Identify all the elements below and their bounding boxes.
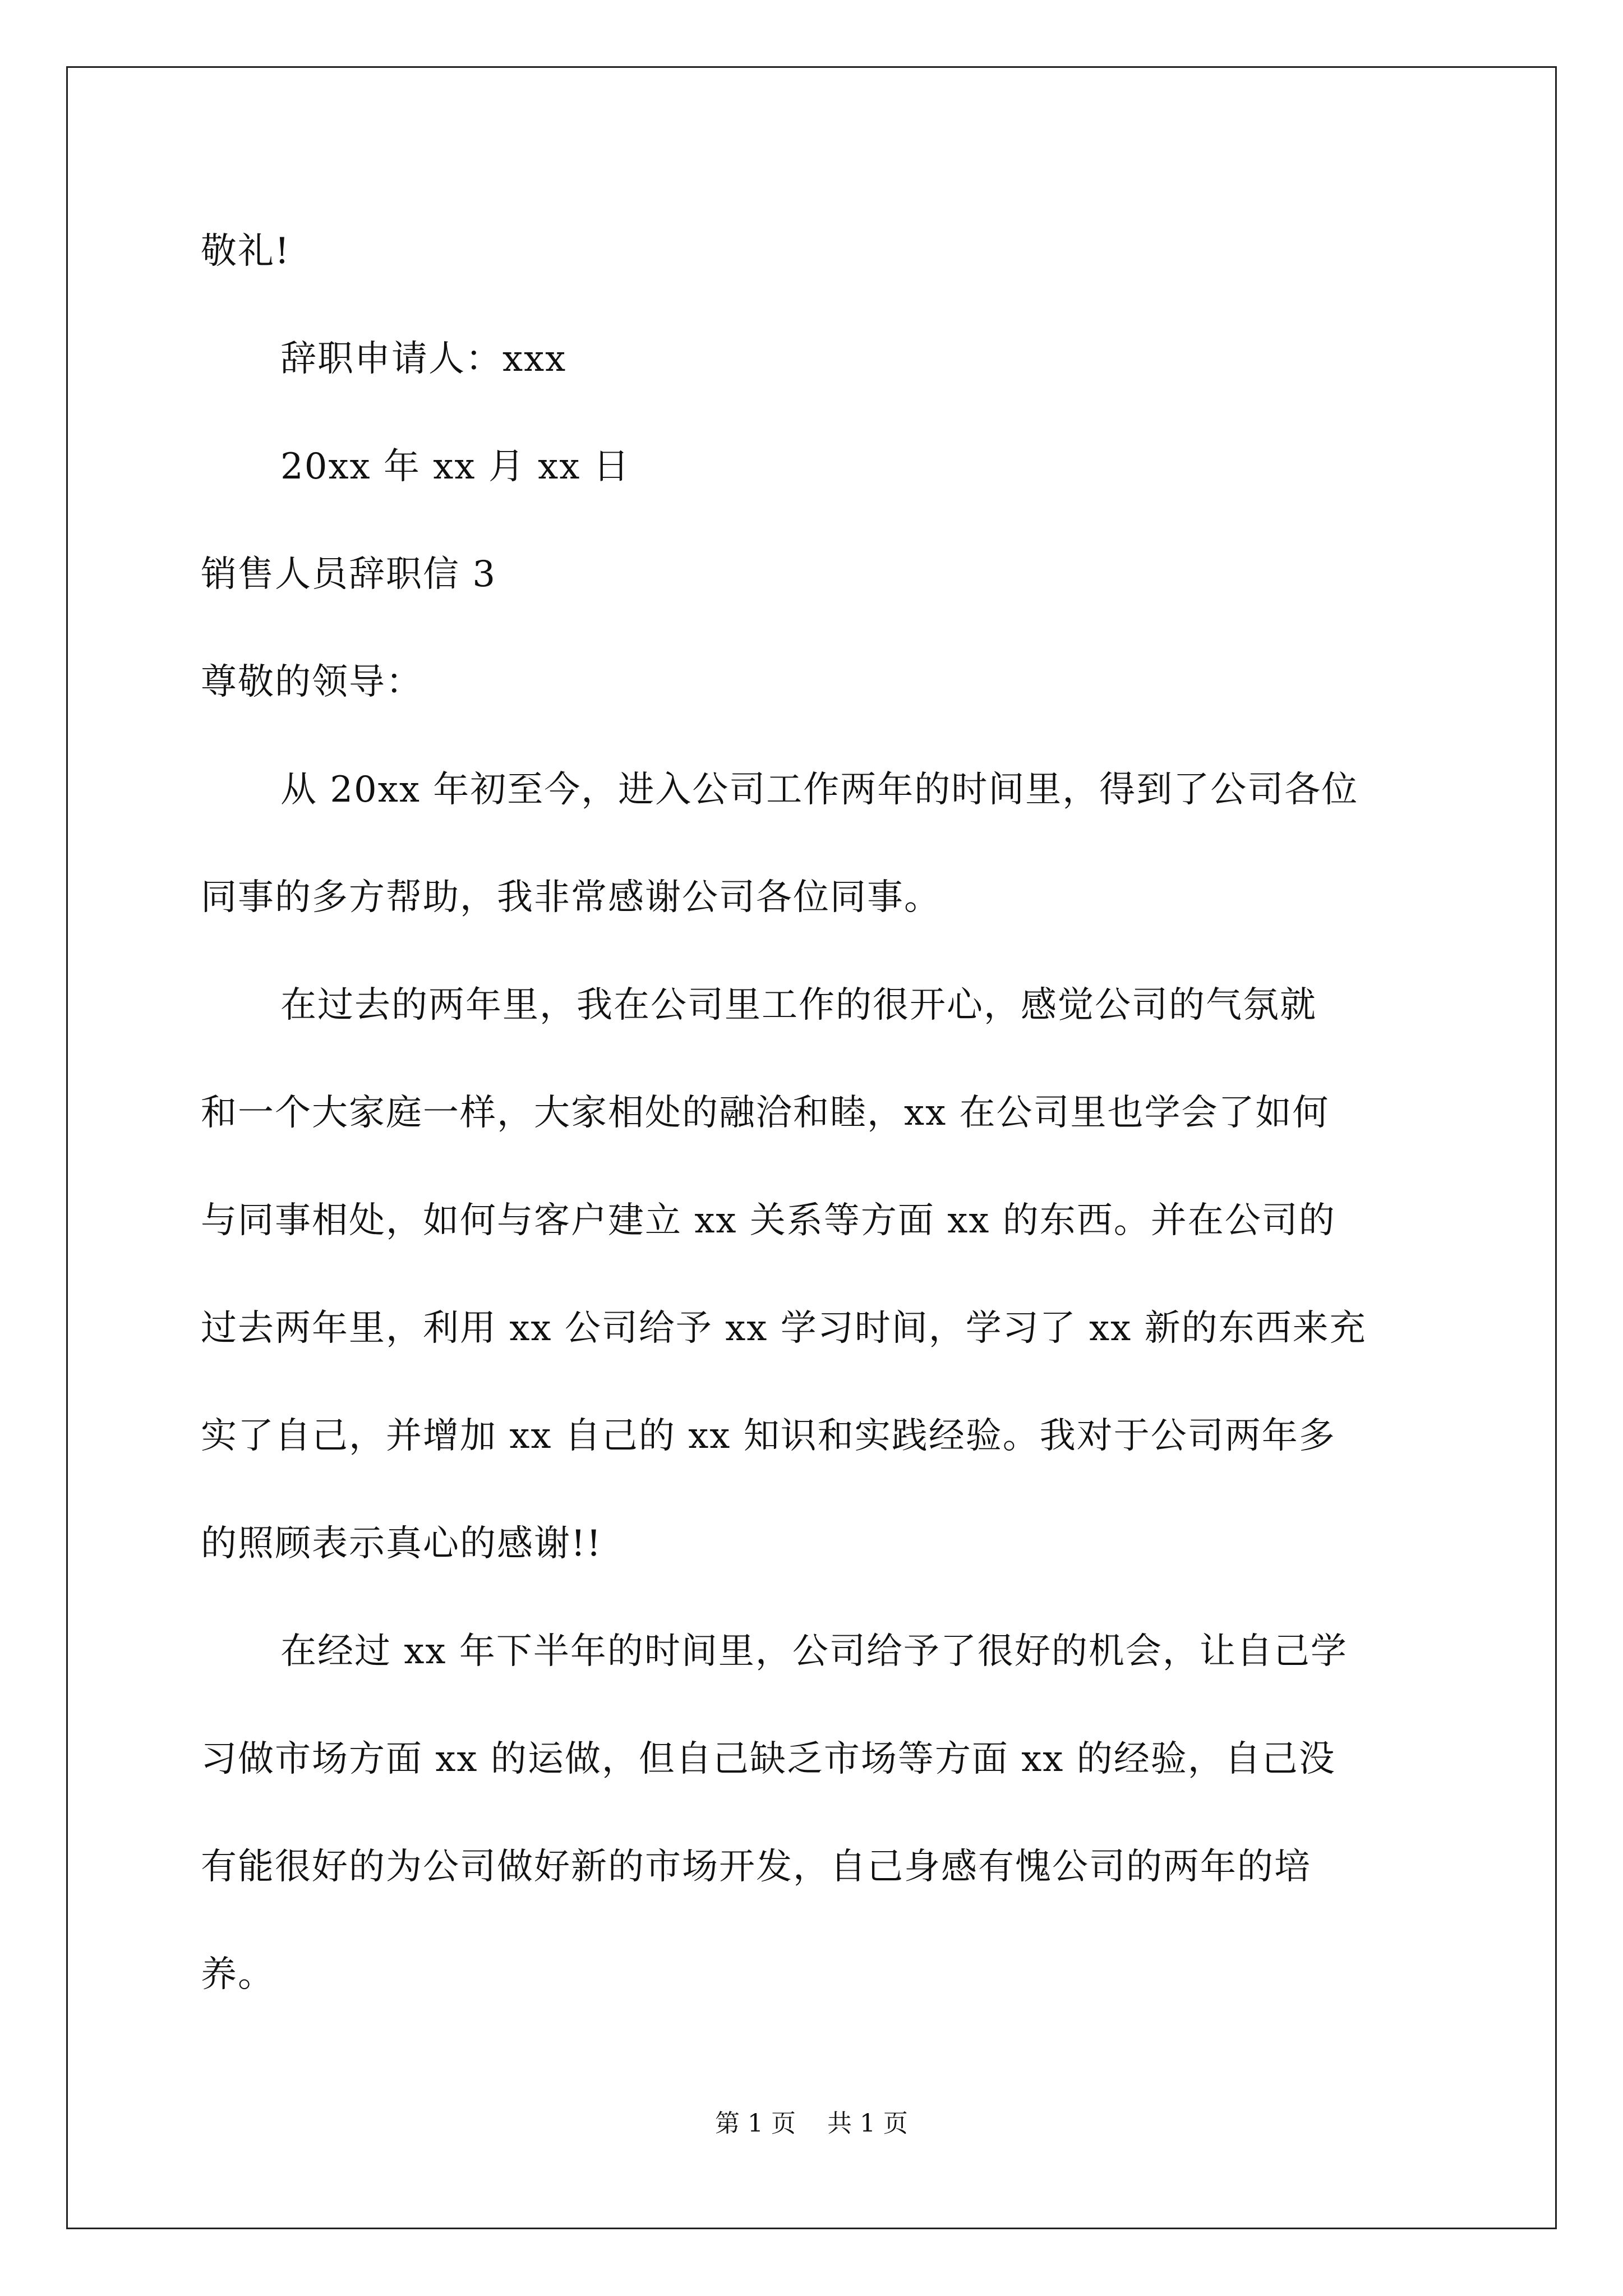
paragraph-3-line: 养。 (201, 1954, 275, 1995)
paragraph-2-line: 过去两年里，利用 xx 公司给予 xx 学习时间，学习了 xx 新的东西来充 (201, 1308, 1367, 1349)
date-line: 20xx 年 xx 月 xx 日 (280, 446, 630, 487)
paragraph-2-line: 与同事相处，如何与客户建立 xx 关系等方面 xx 的东西。并在公司的 (201, 1200, 1336, 1241)
page-border (66, 66, 1557, 2229)
page-footer: 第 1 页 共 1 页 (715, 2109, 908, 2138)
paragraph-1-line: 同事的多方帮助，我非常感谢公司各位同事。 (201, 877, 941, 918)
paragraph-2-line: 和一个大家庭一样，大家相处的融洽和睦，xx 在公司里也学会了如何 (201, 1092, 1330, 1134)
paragraph-3-line: 在经过 xx 年下半年的时间里，公司给予了很好的机会，让自己学 (280, 1631, 1348, 1672)
paragraph-3-line: 有能很好的为公司做好新的市场开发，自己身感有愧公司的两年的培 (201, 1846, 1311, 1888)
signature-line: 辞职申请人：xxx (280, 338, 567, 380)
paragraph-1-line: 从 20xx 年初至今，进入公司工作两年的时间里，得到了公司各位 (280, 769, 1359, 811)
paragraph-2-line: 实了自己，并增加 xx 自己的 xx 知识和实践经验。我对于公司两年多 (201, 1415, 1336, 1457)
paragraph-2-line: 在过去的两年里，我在公司里工作的很开心，感觉公司的气氛就 (280, 984, 1317, 1026)
section-title: 销售人员辞职信 3 (201, 554, 497, 595)
salutation: 尊敬的领导： (201, 661, 423, 703)
paragraph-3-line: 习做市场方面 xx 的运做，但自己缺乏市场等方面 xx 的经验，自己没 (201, 1738, 1336, 1780)
paragraph-2-line: 的照顾表示真心的感谢!! (201, 1523, 602, 1565)
closing-line: 敬礼! (201, 231, 291, 272)
